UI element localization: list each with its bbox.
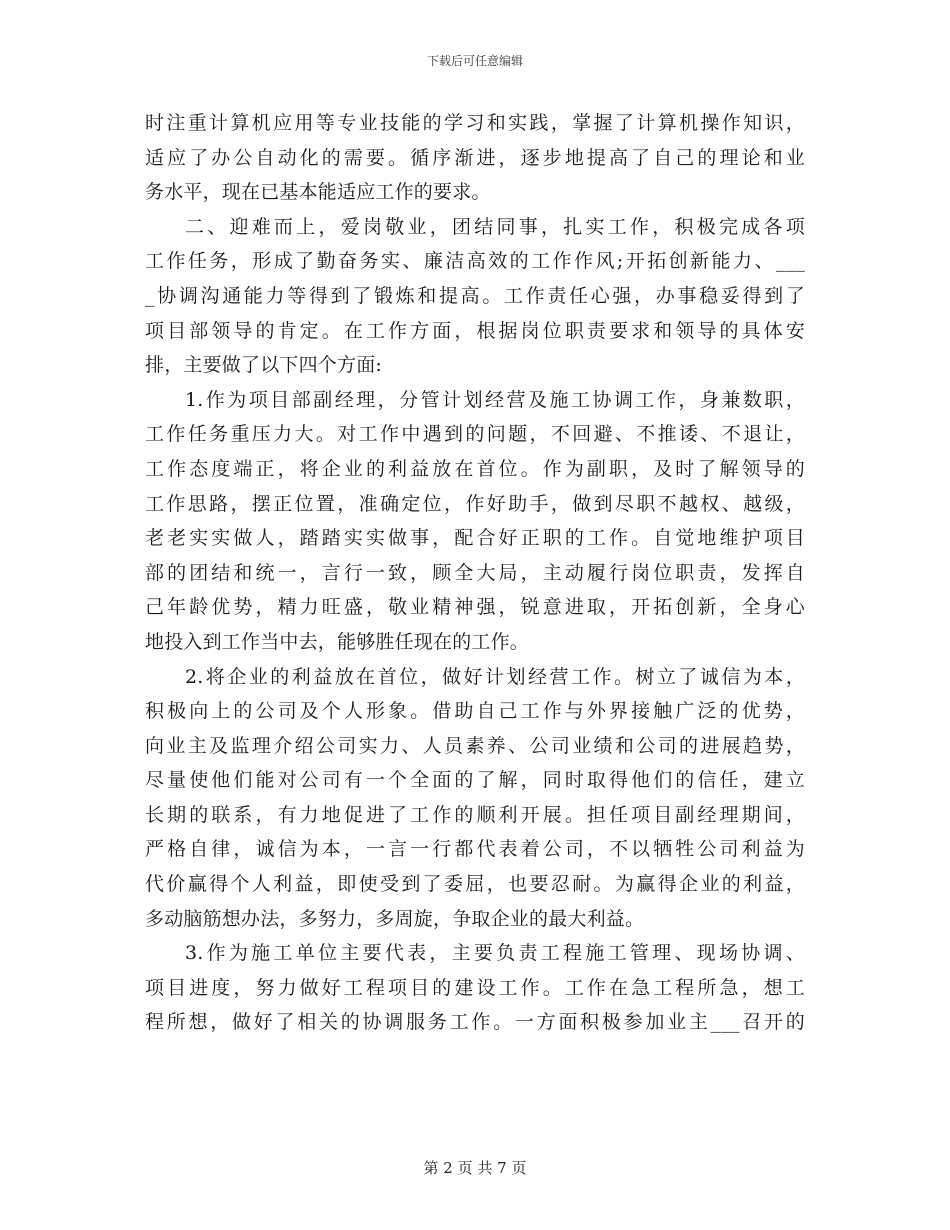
text-line: 排，主要做了以下四个方面: [145,354,383,377]
paragraph-start-line: 2.将企业的利益放在首位，做好计划经营工作。树立了诚信为本， [185,665,805,688]
text-line: 代价赢得个人利益，即使受到了委屈，也要忍耐。为赢得企业的利益， [145,873,805,896]
text-line: 严格自律，诚信为本，一言一行都代表着公司，不以牺牲公司利益为 [145,838,805,861]
text-line: 己年龄优势，精力旺盛，敬业精神强，锐意进取，开拓创新，全身心 [145,596,805,619]
text-line: 适应了办公自动化的需要。循序渐进，逐步地提高了自己的理论和业 [145,146,805,169]
text-line: 项目部领导的肯定。在工作方面，根据岗位职责要求和领导的具体安 [145,319,805,342]
text-line: _协调沟通能力等得到了锻炼和提高。工作责任心强，办事稳妥得到了 [145,284,805,307]
page-header-note: 下载后可任意编辑 [426,54,523,68]
text-line: 尽量使他们能对公司有一个全面的了解，同时取得他们的信任，建立 [145,769,805,792]
text-line: 项目进度，努力做好工程项目的建设工作。工作在急工程所急，想工 [145,976,805,999]
text-line: 程所想，做好了相关的协调服务工作。一方面积极参加业主___召开的 [145,1011,805,1034]
text-line: 向业主及监理介绍公司实力、人员素养、公司业绩和公司的进展趋势， [145,734,805,757]
text-line: 务水平，现在已基本能适应工作的要求。 [145,181,491,204]
text-line: 积极向上的公司及个人形象。借助自己工作与外界接触广泛的优势， [145,700,805,723]
paragraph-start-line: 1.作为项目部副经理，分管计划经营及施工协调工作，身兼数职， [185,388,805,411]
page-number-footer: 第 2 页 共 7 页 [423,1159,527,1177]
text-line: 工作态度端正，将企业的利益放在首位。作为副职，及时了解领导的 [145,457,805,480]
text-line: 老老实实做人，踏踏实实做事，配合好正职的工作。自觉地维护项目 [145,527,805,550]
text-line: 地投入到工作当中去，能够胜任现在的工作。 [145,630,530,653]
paragraph-start-line: 3.作为施工单位主要代表，主要负责工程施工管理、现场协调、 [185,942,805,965]
text-line: 工作思路，摆正位置，准确定位，作好助手，做到尽职不越权、越级， [145,492,805,515]
text-line: 工作任务，形成了勤奋务实、廉洁高效的工作作风;开拓创新能力、___ [145,250,805,273]
text-line: 多动脑筋想办法，多努力，多周旋，争取企业的最大利益。 [145,907,645,930]
text-line: 部的团结和统一，言行一致，顾全大局，主动履行岗位职责，发挥自 [145,561,805,584]
document-body [145,106,805,1040]
text-line: 时注重计算机应用等专业技能的学习和实践，掌握了计算机操作知识， [145,112,805,134]
paragraph-start-line: 二、迎难而上，爱岗敬业，团结同事，扎实工作，积极完成各项 [185,215,805,238]
text-line: 工作任务重压力大。对工作中遇到的问题，不回避、不推诿、不退让， [145,423,805,446]
text-line: 长期的联系，有力地促进了工作的顺利开展。担任项目副经理期间， [145,803,805,826]
